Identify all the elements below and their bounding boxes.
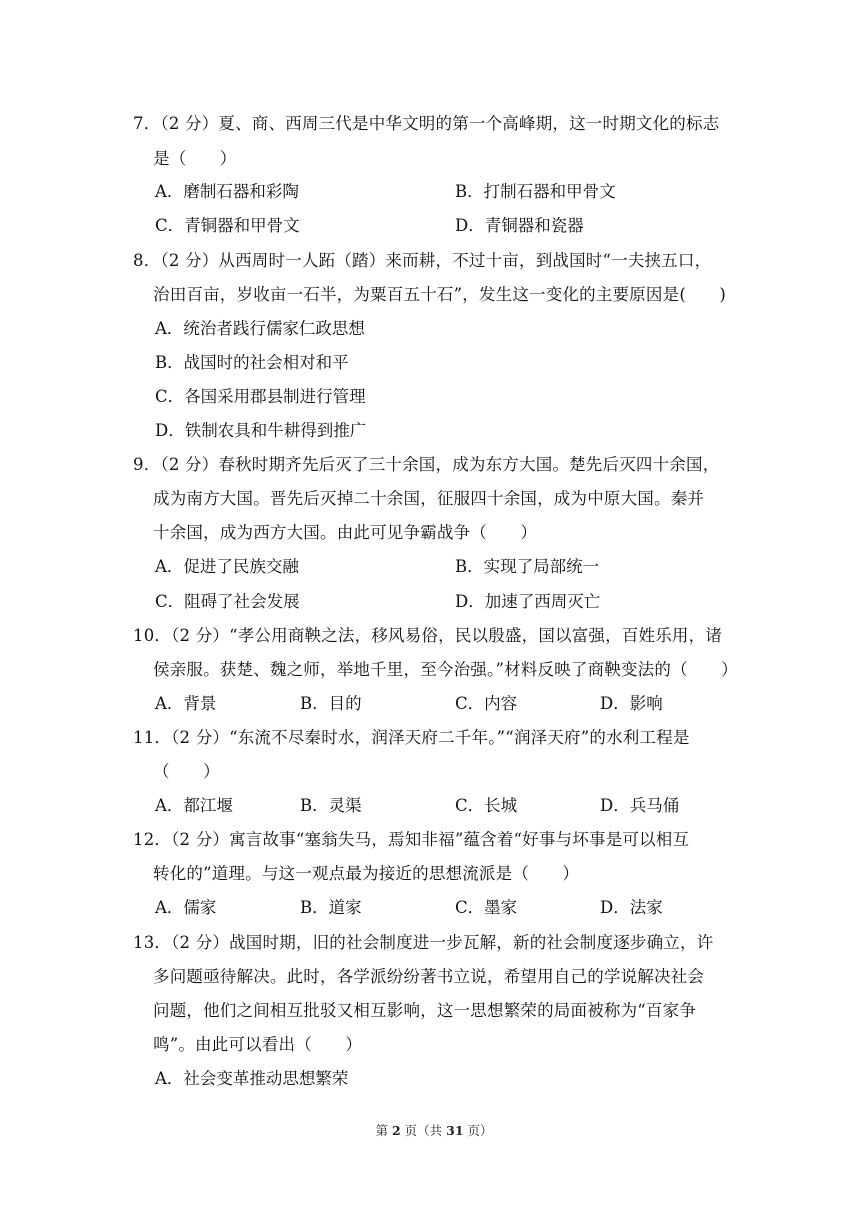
question-10-option-d: D．影响 (600, 694, 663, 713)
question-7-option-a: A．磨制石器和彩陶 (155, 182, 299, 201)
question-7-line-2: 是（ ） (153, 149, 237, 168)
question-10-line-2: 侯亲服。获楚、魏之师，举地千里，至今治强。”材料反映了商鞅变法的（ ） (153, 660, 738, 679)
question-12-option-a: A．儒家 (155, 898, 217, 917)
question-10-option-b: B．目的 (300, 694, 362, 713)
question-7-line-1: 7．（2 分）夏、商、西周三代是中华文明的第一个高峰期，这一时期文化的标志 (133, 114, 720, 133)
question-11-line-1: 11．（2 分）“东流不尽秦时水，润泽天府二千年。”“润泽天府”的水利工程是 (133, 728, 690, 747)
question-9-line-3: 十余国，成为西方大国。由此可见争霸战争（ ） (153, 523, 538, 542)
question-8-option-d: D．铁制农具和牛耕得到推广 (155, 421, 367, 440)
question-11-option-d: D．兵马俑 (600, 796, 680, 815)
footer-total-pages: 31 (446, 1123, 464, 1138)
footer-middle: 页（共 (404, 1123, 443, 1138)
question-9-option-a: A．促进了民族交融 (155, 557, 299, 576)
question-11-option-b: B．灵渠 (300, 796, 362, 815)
question-8-option-a: A．统治者践行儒家仁政思想 (155, 319, 365, 338)
question-9-line-2: 成为南方大国。晋先后灭掉二十余国，征服四十余国，成为中原大国。秦并 (153, 489, 705, 508)
question-12-line-1: 12．（2 分）寓言故事“塞翁失马，焉知非福”蕴含着“好事与坏事是可以相互 (133, 830, 690, 849)
question-11-option-a: A．都江堰 (155, 796, 233, 815)
question-10-option-a: A．背景 (155, 694, 217, 713)
question-12-option-c: C．墨家 (455, 898, 518, 917)
question-13-line-2: 多问题亟待解决。此时，各学派纷纷著书立说，希望用自己的学说解决社会 (153, 967, 705, 986)
page-footer (0, 1123, 868, 1139)
question-9-option-d: D．加速了西周灭亡 (455, 592, 601, 611)
question-7-option-d: D．青铜器和瓷器 (455, 216, 584, 235)
footer-page-number: 2 (391, 1123, 401, 1138)
question-13-option-a: A．社会变革推动思想繁荣 (155, 1069, 349, 1088)
question-12-option-d: D．法家 (600, 898, 663, 917)
question-13-line-1: 13．（2 分）战国时期，旧的社会制度进一步瓦解，新的社会制度逐步确立，许 (133, 933, 714, 952)
question-8-line-1: 8．（2 分）从西周时一人跖（踏）来而耕，不过十亩，到战国时“一夫挟五口， (133, 251, 712, 270)
question-8-option-b: B．战国时的社会相对和平 (155, 353, 349, 372)
question-13-line-3: 问题，他们之间相互批驳又相互影响，这一思想繁荣的局面被称为“百家争 (153, 1001, 697, 1020)
question-9-option-c: C．阻碍了社会发展 (155, 592, 300, 611)
question-9-line-1: 9．（2 分）春秋时期齐先后灭了三十余国，成为东方大国。楚先后灭四十余国， (133, 455, 720, 474)
question-9-option-b: B．实现了局部统一 (455, 557, 600, 576)
question-8-option-c: C．各国采用郡县制进行管理 (155, 387, 366, 406)
question-7-option-c: C．青铜器和甲骨文 (155, 216, 300, 235)
question-11-line-2: （ ） (153, 762, 220, 781)
question-11-option-c: C．长城 (455, 796, 518, 815)
question-10-option-c: C．内容 (455, 694, 518, 713)
question-8-line-2: 治田百亩，岁收亩一石半，为粟百五十石”，发生这一变化的主要原因是( ) (153, 285, 727, 304)
question-12-line-2: 转化的”道理。与这一观点最为接近的思想流派是（ ） (153, 864, 580, 883)
footer-suffix: 页） (467, 1123, 493, 1138)
question-10-line-1: 10．（2 分）“孝公用商鞅之法，移风易俗，民以殷盛，国以富强，百姓乐用，诸 (133, 626, 723, 645)
footer-prefix: 第 (375, 1123, 388, 1138)
question-13-line-4: 鸣”。由此可以看出（ ） (153, 1035, 363, 1054)
question-12-option-b: B．道家 (300, 898, 362, 917)
question-7-option-b: B．打制石器和甲骨文 (455, 182, 616, 201)
